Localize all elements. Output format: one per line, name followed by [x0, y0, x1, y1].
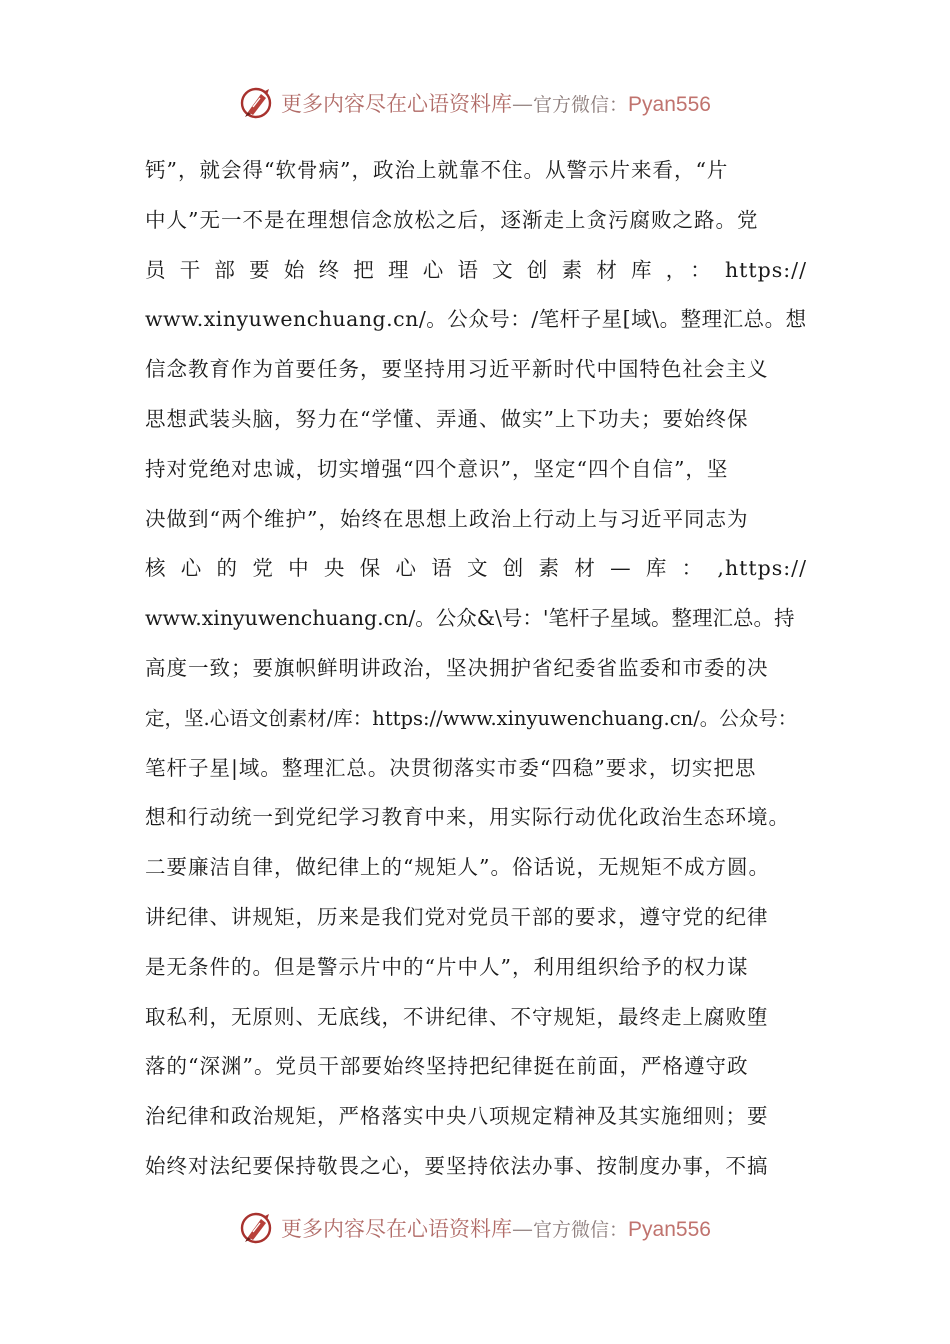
body-line-11: 高度一致；要旗帜鲜明讲政治，坚决拥护省纪委省监委和市委的决	[145, 655, 769, 680]
document-body	[145, 146, 807, 1192]
body-line-7: 持对党绝对忠诚，切实增强“四个意识”，坚定“四个自信”，坚	[145, 456, 729, 481]
body-line-4: www.xinyuwenchuang.cn/。公众号：/笔杆子星[域\。整理汇总。想	[145, 307, 807, 332]
footer-banner-text	[281, 1213, 711, 1243]
body-line-18: 取私利，无原则、无底线，不讲纪律、不守规矩，最终走上腐败堕	[145, 1004, 769, 1029]
body-line-8: 决做到“两个维护”，始终在思想上政治上行动上与习近平同志为	[145, 506, 749, 531]
body-line-20: 治纪律和政治规矩，严格落实中央八项规定精神及其实施细则；要	[145, 1104, 769, 1129]
body-line-5: 信念教育作为首要任务，要坚持用习近平新时代中国特色社会主义	[145, 357, 769, 382]
pen-nib-icon	[239, 1210, 275, 1246]
body-line-6: 思想武装头脑，努力在“学懂、弄通、做实”上下功夫；要始终保	[145, 406, 749, 431]
body-line-1: 钙”，就会得“软骨病”，政治上就靠不住。从警示片来看，“片	[145, 158, 729, 182]
body-line-9: 核心的党中央保心语文创素材—库：,https://	[145, 556, 807, 581]
body-line-2: 中人”无一不是在理想信念放松之后，逐渐走上贪污腐败之路。党	[145, 207, 759, 232]
body-line-16: 讲纪律、讲规矩，历来是我们党对党员干部的要求，遵守党的纪律	[145, 904, 769, 929]
pen-nib-icon	[239, 85, 275, 121]
header-banner-inner	[239, 85, 711, 121]
footer-wechat-id: Pyan556	[628, 1218, 711, 1241]
body-line-12: 定，坚.心语文创素材/库：https://www.xinyuwenchuang.cn/。公众号：	[145, 706, 798, 730]
body-line-14: 想和行动统一到党纪学习教育中来，用实际行动优化政治生态环境。	[145, 805, 790, 830]
header-banner-text	[281, 88, 711, 118]
header-banner-title: 更多内容尽在心语资料库	[281, 92, 513, 116]
body-line-21: 始终对法纪要保持敬畏之心，要坚持依法办事、按制度办事，不搞	[145, 1153, 769, 1178]
header-wechat-label: 官方微信：	[533, 94, 629, 116]
body-line-13: 笔杆子星|域。整理汇总。决贯彻落实市委“四稳”要求，切实把思	[145, 755, 757, 780]
body-line-17: 是无条件的。但是警示片中的“片中人”，利用组织给予的权力谋	[145, 954, 749, 979]
header-banner	[0, 83, 950, 123]
header-wechat-id: Pyan556	[628, 93, 711, 116]
footer-separator: —	[512, 1217, 534, 1241]
footer-banner-title: 更多内容尽在心语资料库	[281, 1217, 513, 1241]
footer-banner	[0, 1208, 950, 1248]
body-line-15: 二要廉洁自律，做纪律上的“规矩人”。俗话说，无规矩不成方圆。	[145, 855, 770, 880]
footer-wechat-label: 官方微信：	[533, 1219, 629, 1241]
body-line-3: 员干部要始终把理心语文创素材库，：https://	[145, 257, 807, 282]
body-line-10: www.xinyuwenchuang.cn/。公众&\号：'笔杆子星域。整理汇总。持	[145, 606, 795, 631]
header-separator: —	[512, 92, 534, 116]
body-line-19: 落的“深渊”。党员干部要始终坚持把纪律挺在前面，严格遵守政	[145, 1054, 749, 1079]
footer-banner-inner	[239, 1210, 711, 1246]
